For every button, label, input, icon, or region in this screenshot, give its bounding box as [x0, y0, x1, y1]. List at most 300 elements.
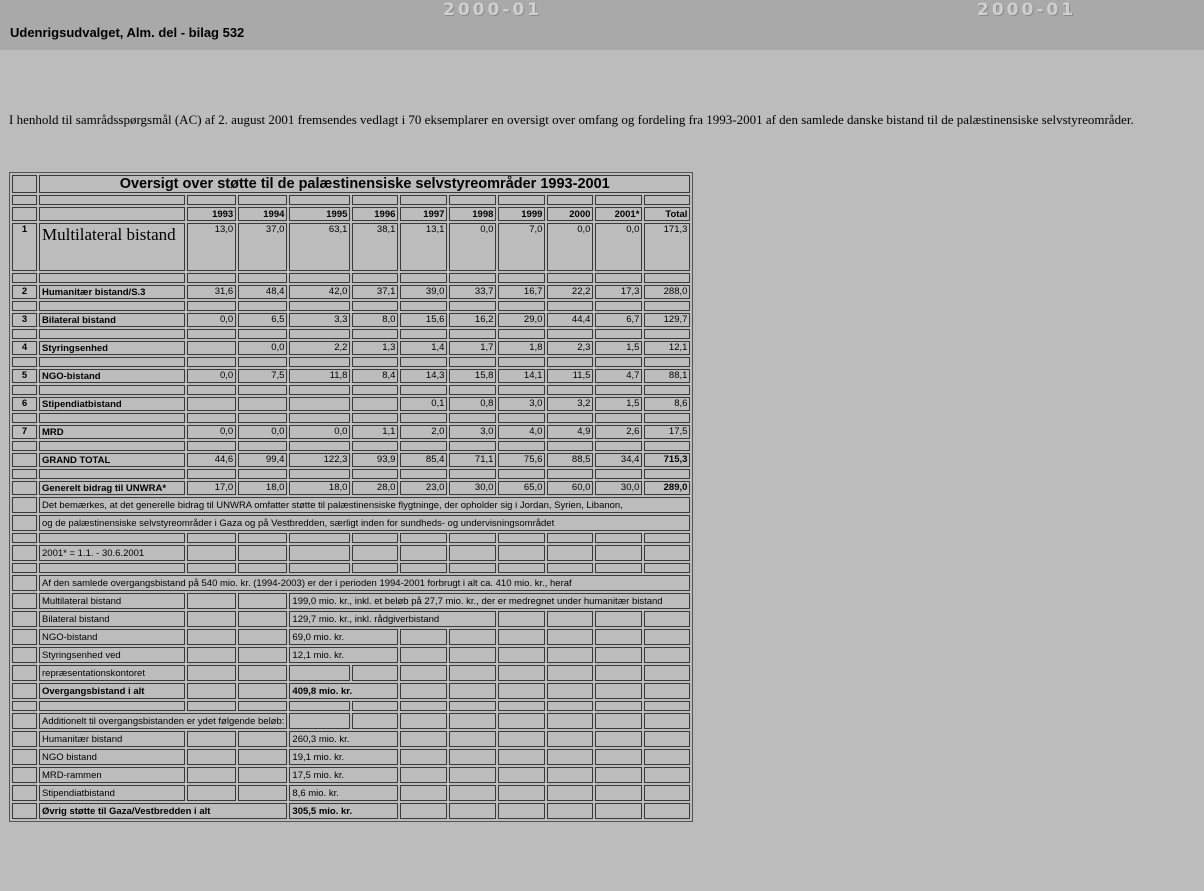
empty-cell: [187, 731, 236, 747]
empty-cell: [400, 713, 447, 729]
empty-cell: [187, 665, 236, 681]
empty-cell: [187, 749, 236, 765]
empty-cell: [187, 701, 236, 711]
empty-cell: [187, 593, 236, 609]
empty-cell: [547, 195, 593, 205]
empty-cell: [644, 803, 690, 819]
empty-cell: [238, 533, 287, 543]
empty-cell: [238, 611, 287, 627]
empty-cell: [449, 803, 496, 819]
spacer-row: [12, 563, 690, 573]
data-row: [12, 369, 690, 383]
empty-cell: [449, 701, 496, 711]
empty-cell: [547, 611, 593, 627]
empty-cell: [498, 329, 545, 339]
item-label: NGO-bistand: [39, 629, 185, 645]
spacer-row: [12, 533, 690, 543]
table-title: Oversigt over støtte til de palæstinensiske selvstyreområder 1993-2001: [39, 175, 690, 193]
transition-total-row: [12, 683, 690, 699]
value-cell: 18,0: [289, 481, 350, 495]
watermark-right: 2000-01: [977, 0, 1077, 20]
value-cell: 0,0: [187, 425, 236, 439]
transition-item-row: [12, 665, 690, 681]
transition-item-row: [12, 647, 690, 663]
empty-cell: [12, 701, 37, 711]
spacer-row: [12, 195, 690, 205]
row-label: MRD: [39, 425, 185, 439]
spacer-row: [12, 413, 690, 423]
value-cell: 16,2: [449, 313, 496, 327]
spacer-row: [12, 273, 690, 283]
watermark-left: 2000-01: [443, 0, 543, 20]
empty-cell: [595, 357, 642, 367]
item-label: NGO bistand: [39, 749, 185, 765]
empty-cell: [12, 301, 37, 311]
empty-cell: [289, 563, 350, 573]
empty-cell: [39, 701, 185, 711]
empty-cell: [12, 785, 37, 801]
empty-cell: [595, 413, 642, 423]
spacer-row: [12, 701, 690, 711]
empty-cell: [400, 385, 447, 395]
empty-cell: [39, 533, 185, 543]
value-cell: 715,3: [644, 453, 690, 467]
value-cell: 0,0: [187, 313, 236, 327]
empty-cell: [39, 207, 185, 221]
empty-cell: [644, 563, 690, 573]
empty-cell: [238, 593, 287, 609]
value-cell: 4,0: [498, 425, 545, 439]
empty-cell: [12, 665, 37, 681]
value-cell: 15,6: [400, 313, 447, 327]
total-value: 305,5 mio. kr.: [289, 803, 398, 819]
empty-cell: [289, 701, 350, 711]
empty-cell: [644, 785, 690, 801]
empty-cell: [547, 785, 593, 801]
empty-cell: [39, 195, 185, 205]
value-cell: 14,1: [498, 369, 545, 383]
value-cell: 4,7: [595, 369, 642, 383]
empty-cell: [352, 301, 398, 311]
year-header: 1993: [187, 207, 236, 221]
value-cell: 65,0: [498, 481, 545, 495]
empty-cell: [644, 385, 690, 395]
empty-cell: [289, 545, 350, 561]
value-cell: 4,9: [547, 425, 593, 439]
empty-cell: [644, 545, 690, 561]
empty-cell: [289, 273, 350, 283]
title-row: [12, 175, 690, 193]
empty-cell: [498, 611, 545, 627]
empty-cell: [547, 701, 593, 711]
empty-cell: [595, 385, 642, 395]
value-cell: 6,7: [595, 313, 642, 327]
empty-cell: [289, 329, 350, 339]
empty-cell: [644, 301, 690, 311]
empty-cell: [498, 357, 545, 367]
empty-cell: [12, 515, 37, 531]
empty-cell: [547, 629, 593, 645]
empty-cell: [595, 647, 642, 663]
value-cell: 16,7: [498, 285, 545, 299]
empty-cell: [644, 611, 690, 627]
row-label: Multilateral bistand: [39, 223, 185, 271]
value-cell: 44,6: [187, 453, 236, 467]
empty-cell: [498, 533, 545, 543]
empty-cell: [547, 329, 593, 339]
empty-cell: [644, 713, 690, 729]
empty-cell: [187, 357, 236, 367]
empty-cell: [400, 195, 447, 205]
empty-cell: [644, 195, 690, 205]
value-cell: 2,3: [547, 341, 593, 355]
empty-cell: [12, 803, 37, 819]
year-header: 1999: [498, 207, 545, 221]
value-cell: 71,1: [449, 453, 496, 467]
empty-cell: [400, 647, 447, 663]
data-row: [12, 397, 690, 411]
empty-cell: [289, 357, 350, 367]
empty-cell: [352, 469, 398, 479]
empty-cell: [644, 273, 690, 283]
row-label: Stipendiatbistand: [39, 397, 185, 411]
support-table: [9, 172, 693, 822]
item-value: 12,1 mio. kr.: [289, 647, 398, 663]
year-header: Total: [644, 207, 690, 221]
empty-cell: [289, 713, 350, 729]
empty-cell: [595, 713, 642, 729]
empty-cell: [595, 329, 642, 339]
empty-cell: [238, 195, 287, 205]
item-label: Multilateral bistand: [39, 593, 185, 609]
empty-cell: [187, 273, 236, 283]
additional-total-row: [12, 803, 690, 819]
item-value: 199,0 mio. kr., inkl. et beløb på 27,7 mio. kr., der er medregnet under humanitær bistand: [289, 593, 690, 609]
empty-cell: [400, 767, 447, 783]
empty-cell: [352, 357, 398, 367]
empty-cell: [644, 701, 690, 711]
transition-item-row: [12, 629, 690, 645]
row-label: Generelt bidrag til UNWRA*: [39, 481, 185, 495]
empty-cell: [595, 785, 642, 801]
empty-cell: [12, 453, 37, 467]
empty-cell: [400, 731, 447, 747]
empty-cell: [289, 195, 350, 205]
empty-cell: [238, 273, 287, 283]
item-label: Stipendiatbistand: [39, 785, 185, 801]
empty-cell: [449, 713, 496, 729]
empty-cell: [238, 629, 287, 645]
year-header: 1997: [400, 207, 447, 221]
value-cell: 1,8: [498, 341, 545, 355]
value-cell: 44,4: [547, 313, 593, 327]
value-cell: 122,3: [289, 453, 350, 467]
empty-cell: [644, 413, 690, 423]
row-label: NGO-bistand: [39, 369, 185, 383]
empty-cell: [12, 385, 37, 395]
empty-cell: [498, 749, 545, 765]
empty-cell: [644, 683, 690, 699]
empty-cell: [12, 497, 37, 513]
empty-cell: [12, 481, 37, 495]
additional-item-row: [12, 749, 690, 765]
value-cell: 30,0: [595, 481, 642, 495]
empty-cell: [12, 273, 37, 283]
year-header-row: [12, 207, 690, 221]
empty-cell: [449, 767, 496, 783]
empty-cell: [238, 441, 287, 451]
total-value: 409,8 mio. kr.: [289, 683, 398, 699]
value-cell: 28,0: [352, 481, 398, 495]
empty-cell: [449, 629, 496, 645]
empty-cell: [12, 713, 37, 729]
value-cell: [352, 397, 398, 411]
value-cell: 6,5: [238, 313, 287, 327]
empty-cell: [498, 273, 545, 283]
value-cell: 29,0: [498, 313, 545, 327]
empty-cell: [498, 731, 545, 747]
empty-cell: [547, 665, 593, 681]
value-cell: 0,0: [289, 425, 350, 439]
value-cell: 17,3: [595, 285, 642, 299]
value-cell: 88,5: [547, 453, 593, 467]
empty-cell: [547, 545, 593, 561]
data-row: [12, 313, 690, 327]
transition-intro: Af den samlede overgangsbistand på 540 mio. kr. (1994-2003) er der i perioden 1994-2001 forbrugt i alt ca. 410 mio. kr., heraf: [39, 575, 690, 591]
item-label: MRD-rammen: [39, 767, 185, 783]
empty-cell: [400, 665, 447, 681]
empty-cell: [238, 469, 287, 479]
spacer-row: [12, 441, 690, 451]
empty-cell: [449, 665, 496, 681]
empty-cell: [547, 301, 593, 311]
value-cell: 18,0: [238, 481, 287, 495]
empty-cell: [12, 175, 37, 193]
empty-cell: [595, 731, 642, 747]
empty-cell: [400, 785, 447, 801]
empty-cell: [39, 273, 185, 283]
empty-cell: [449, 731, 496, 747]
empty-cell: [449, 413, 496, 423]
empty-cell: [498, 413, 545, 423]
empty-cell: [187, 195, 236, 205]
item-value: 17,5 mio. kr.: [289, 767, 398, 783]
value-cell: 13,0: [187, 223, 236, 271]
value-cell: 60,0: [547, 481, 593, 495]
empty-cell: [547, 469, 593, 479]
empty-cell: [187, 785, 236, 801]
value-cell: 12,1: [644, 341, 690, 355]
value-cell: 75,6: [498, 453, 545, 467]
empty-cell: [238, 413, 287, 423]
item-label: repræsentationskontoret: [39, 665, 185, 681]
empty-cell: [547, 533, 593, 543]
value-cell: 11,8: [289, 369, 350, 383]
empty-cell: [595, 701, 642, 711]
empty-cell: [12, 683, 37, 699]
empty-cell: [187, 413, 236, 423]
empty-cell: [12, 441, 37, 451]
value-cell: 7,0: [498, 223, 545, 271]
value-cell: [187, 397, 236, 411]
value-cell: 17,0: [187, 481, 236, 495]
empty-cell: [595, 611, 642, 627]
empty-cell: [449, 301, 496, 311]
empty-cell: [39, 385, 185, 395]
footnote-text: 2001* = 1.1. - 30.6.2001: [39, 545, 185, 561]
value-cell: 8,6: [644, 397, 690, 411]
empty-cell: [238, 767, 287, 783]
empty-cell: [352, 701, 398, 711]
empty-cell: [400, 441, 447, 451]
year-header: 2000: [547, 207, 593, 221]
additional-intro-row: [12, 713, 690, 729]
empty-cell: [12, 357, 37, 367]
empty-cell: [595, 683, 642, 699]
empty-cell: [498, 629, 545, 645]
row-number: 7: [12, 425, 37, 439]
empty-cell: [187, 301, 236, 311]
empty-cell: [400, 469, 447, 479]
value-cell: 1,5: [595, 397, 642, 411]
value-cell: 3,3: [289, 313, 350, 327]
empty-cell: [644, 731, 690, 747]
empty-cell: [12, 593, 37, 609]
value-cell: 42,0: [289, 285, 350, 299]
empty-cell: [12, 731, 37, 747]
value-cell: 33,7: [449, 285, 496, 299]
empty-cell: [400, 413, 447, 423]
empty-cell: [644, 749, 690, 765]
item-value: 260,3 mio. kr.: [289, 731, 398, 747]
empty-cell: [238, 385, 287, 395]
row-number: 1: [12, 223, 37, 271]
transition-intro-row: [12, 575, 690, 591]
data-row: [12, 223, 690, 271]
empty-cell: [39, 357, 185, 367]
empty-cell: [187, 683, 236, 699]
row-label: Humanitær bistand/S.3: [39, 285, 185, 299]
value-cell: 30,0: [449, 481, 496, 495]
empty-cell: [400, 563, 447, 573]
empty-cell: [547, 803, 593, 819]
empty-cell: [39, 413, 185, 423]
empty-cell: [498, 545, 545, 561]
empty-cell: [12, 575, 37, 591]
empty-cell: [400, 545, 447, 561]
year-header: 1998: [449, 207, 496, 221]
empty-cell: [187, 469, 236, 479]
value-cell: [238, 397, 287, 411]
empty-cell: [289, 441, 350, 451]
empty-cell: [547, 441, 593, 451]
empty-cell: [449, 195, 496, 205]
value-cell: 13,1: [400, 223, 447, 271]
empty-cell: [12, 329, 37, 339]
value-cell: 7,5: [238, 369, 287, 383]
value-cell: 1,4: [400, 341, 447, 355]
value-cell: 17,5: [644, 425, 690, 439]
empty-cell: [352, 533, 398, 543]
empty-cell: [238, 647, 287, 663]
empty-cell: [644, 665, 690, 681]
empty-cell: [400, 749, 447, 765]
value-cell: 15,8: [449, 369, 496, 383]
data-row: [12, 425, 690, 439]
empty-cell: [498, 647, 545, 663]
unwra-row: [12, 481, 690, 495]
item-label: Bilateral bistand: [39, 611, 185, 627]
transition-item-row: [12, 593, 690, 609]
empty-cell: [39, 563, 185, 573]
empty-cell: [12, 749, 37, 765]
empty-cell: [644, 533, 690, 543]
value-cell: 0,0: [547, 223, 593, 271]
note-row: [12, 497, 690, 513]
empty-cell: [12, 533, 37, 543]
value-cell: 8,0: [352, 313, 398, 327]
empty-cell: [187, 563, 236, 573]
value-cell: [289, 397, 350, 411]
empty-cell: [449, 749, 496, 765]
value-cell: 0,0: [238, 341, 287, 355]
empty-cell: [12, 629, 37, 645]
empty-cell: [400, 803, 447, 819]
empty-cell: [498, 665, 545, 681]
spacer-row: [12, 357, 690, 367]
empty-cell: [238, 749, 287, 765]
spacer-row: [12, 329, 690, 339]
empty-cell: [352, 273, 398, 283]
empty-cell: [289, 533, 350, 543]
value-cell: 0,8: [449, 397, 496, 411]
value-cell: 0,1: [400, 397, 447, 411]
value-cell: 1,7: [449, 341, 496, 355]
top-bar: [0, 0, 1204, 50]
empty-cell: [449, 385, 496, 395]
empty-cell: [39, 441, 185, 451]
empty-cell: [498, 683, 545, 699]
item-value: 69,0 mio. kr.: [289, 629, 398, 645]
note-text: Det bemærkes, at det generelle bidrag til UNWRA omfatter støtte til palæstinensiske flygtninge, der opholder sig i Jordan, Syrien, Libanon,: [39, 497, 690, 513]
empty-cell: [187, 767, 236, 783]
empty-cell: [400, 629, 447, 645]
empty-cell: [595, 195, 642, 205]
item-value: 129,7 mio. kr., inkl. rådgiverbistand: [289, 611, 496, 627]
value-cell: 2,2: [289, 341, 350, 355]
additional-item-row: [12, 731, 690, 747]
value-cell: 93,9: [352, 453, 398, 467]
row-number: 5: [12, 369, 37, 383]
value-cell: [187, 341, 236, 355]
empty-cell: [595, 767, 642, 783]
item-value: 19,1 mio. kr.: [289, 749, 398, 765]
item-label: Humanitær bistand: [39, 731, 185, 747]
empty-cell: [449, 647, 496, 663]
empty-cell: [644, 469, 690, 479]
value-cell: 22,2: [547, 285, 593, 299]
item-label: Styringsenhed ved: [39, 647, 185, 663]
empty-cell: [547, 767, 593, 783]
empty-cell: [289, 469, 350, 479]
value-cell: 3,2: [547, 397, 593, 411]
value-cell: 0,0: [595, 223, 642, 271]
empty-cell: [498, 385, 545, 395]
empty-cell: [12, 469, 37, 479]
empty-cell: [547, 357, 593, 367]
note-row: [12, 515, 690, 531]
value-cell: 88,1: [644, 369, 690, 383]
